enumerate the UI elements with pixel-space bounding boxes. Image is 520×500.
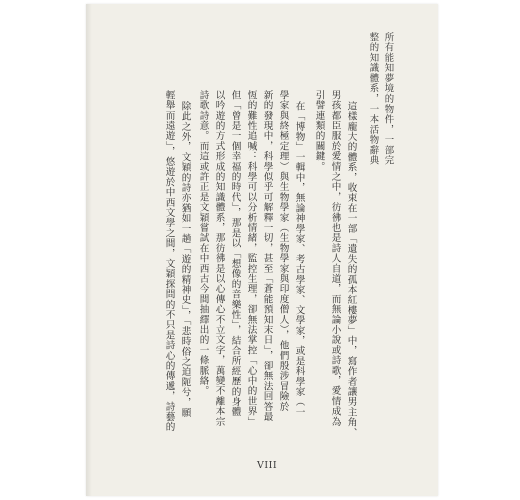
body-line-3: 引譬連類的關鍵。 [313,90,325,172]
body-line-2: 男孩都臣服於愛情之中，彷彿也是詩人自道，而無論小說或詩歌，愛情成為 [329,90,341,427]
body-line-7: 恆的難性追喊：科學可以分析情緒，監控生理，卻無法掌控「心中的世界」 [245,90,257,427]
page-number: VIII [257,460,278,471]
quote-line-1: 所有能知夢境的物件，一部完 [382,32,394,166]
body-line-1: 這樣龐大的體系，收束在一部「遺失的孤本紅樓夢」中，寫作者讓男主角、 [345,101,357,438]
page-edge-shadow [86,4,92,496]
body-line-11: 除此之外，文穎的詩亦猶如一趟「遊的精神史」，「悲時俗之迫阨兮，願 [179,101,191,418]
body-line-8: 但「曾是一個幸福的時代」，那是以「想像的音樂性」，結合所經歷的身體 [229,90,241,417]
body-line-9: 以吟遊的方式形成的知識體系，那彷彿是以心傳心不立文字，萬變不離本宗 [213,90,225,427]
body-line-10: 詩歌詩意。而這或許正是文穎嘗試在中西古今間抽繹出的一條脈絡。 [197,90,209,396]
body-line-5: 學家與終極定理）與生物學家（生物學家與印度僧人），他們殷涉冒險於 [277,90,289,412]
body-line-4: 在「博物」一輯中，無論神學家、考古學家、文學家，或是科學家（一 [293,101,305,418]
body-line-6: 新的發現中，科學似乎可解釋一切，甚至「蒼能預知末日」，卻無法回答最 [261,90,273,422]
book-page [86,4,438,496]
quote-line-2: 整的知識體系，一本活物辭典 [367,32,379,166]
body-line-12: 輕舉而遠遊」，悠遊於中西文學之間，文穎探問的不只是詩心的傳遞，詩藝的 [163,90,175,432]
